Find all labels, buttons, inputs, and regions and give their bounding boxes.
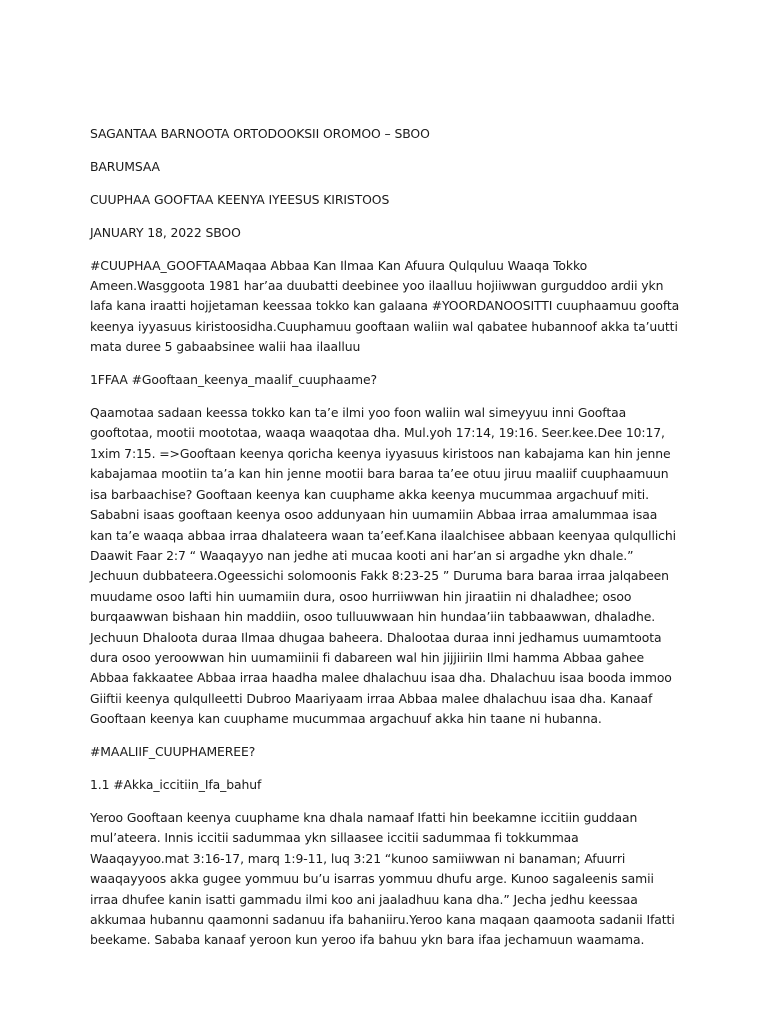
article-title: CUUPHAA GOOFTAA KEENYA IYEESUS KIRISTOOS [90, 191, 390, 207]
document-body [90, 124, 680, 963]
intro-paragraph: #CUUPHAA_GOOFTAAMaqaa Abbaa Kan Ilmaa Kan Afuura Qulquluu Waaqa Tokko Ameen.Wasggoota 1981 har’aa duubatti deebinee yoo ilaalluu hojiiwwan gurguddoo ardii ykn lafa kana iraatti hojjetaman keessaa tokko kan galaana #YOORDANOOSITTI cuuphaamuu goofta keenya iyyasuus kiristoosidha.Cuuphamuu gooftaan waliin wal qabatee hubannoof akka ta’uutti mata duree 5 gabaabsinee walii haa ilaalluu [90, 257, 680, 355]
org-title: SAGANTAA BARNOOTA ORTODOOKSII OROMOO – SBOO [90, 126, 430, 141]
section1-heading: 1FFAA #Gooftaan_keenya_maalif_cuuphaame? [90, 372, 377, 388]
section2-1-paragraph: Yeroo Gooftaan keenya cuuphame kna dhala namaaf Ifatti hin beekamne iccitiin guddaan mul’ateera. Innis iccitii sadummaa ykn sillaasee iccitii sadummaa fi tokkummaa Waaqayyoo.mat 3:16-17, marq 1:9-11, luq 3:21 “kunoo samiiwwan ni banaman; Afuurri waaqayyoos akka gugee yommuu bu’u isarras yommuu dhufu arge. Kunoo sagaleenis samii irraa dhufee kanin isatti gammadu ilmi koo ani jaaladhuu kana dha.” Jecha jedhu keessaa akkumaa hubannu qaamonni sadanuu ifa bahaniiru.Yeroo kana maqaan qaamoota sadanii Ifatti beekame. Sababa kanaaf yeroon kun yeroo ifa bahuu ykn bara ifaa jechamuun waamama. [90, 809, 675, 948]
section2-heading: #MAALIIF_CUUPHAMEREE? [90, 744, 256, 760]
dateline: JANUARY 18, 2022 SBOO [90, 224, 241, 240]
section1-paragraph: Qaamotaa sadaan keessa tokko kan ta’e ilmi yoo foon waliin wal simeyyuu inni Gooftaa gooftotaa, mootii moototaa, waaqa waaqotaa dha. Mul.yoh 17:14, 19:16. Seer.kee.Dee 10:17, 1xim 7:15. =>Gooftaan keenya qoricha keenya iyyasuus kiristoos nan kabajama kan hin jenne kabajamaa mootiin ta’a kan hin jenne mootii bara baraa ta’ee otuu jiruu maaliif cuuphaamuun isa barbaachise? Gooftaan keenya kan cuuphame akka keenya mucummaa argachuuf miti. Sababni isaas gooftaan keenya osoo addunyaan hin uumamiin Abbaa irraa amalummaa isaa kan ta’e waaqa abbaa irraa dhalateera waan ta’eef.Kana ilaalchisee abbaan keenyaa qulqullichi Daawit Faar 2:7 “ Waaqayyo nan jedhe ati mucaa kooti ani har’an si argadhe ykn dhale.” Jechuun dubbateera.Ogeessichi solomoonis Fakk 8:23-25 ” Duruma bara baraa irraa jalqabeen muudame osoo lafti hin uumamiin dura, osoo hurriiwwan hin jiraatiin ni dhaladhee; osoo burqaawwan bishaan hin maddiin, osoo tulluuwwaan hin hundaa’iin tabbaawwan, dhaladhe. Jechuun Dhaloota duraa Ilmaa dhugaa baheera. Dhalootaa duraa inni jedhamus uumamtoota dura osoo yeroowwan hin uumamiinii fi dabareen wal hin jijjiiriin Ilmi hamma Abbaa gahee Abbaa fakkaatee Abbaa irraa haadha malee dhalachuu isaa dha. Dhalachuu isaa booda immoo Giiftii keenya qulqulleetti Dubroo Maariyaam irraa Abbaa malee dhalachuu isaa dha. Kanaaf Gooftaan keenya kan cuuphame mucummaa argachuuf akka hin taane ni hubanna. [90, 405, 676, 727]
category-label: BARUMSAA [90, 158, 160, 174]
section2-1-heading: 1.1 #Akka_iccitiin_Ifa_bahuf [90, 776, 262, 792]
